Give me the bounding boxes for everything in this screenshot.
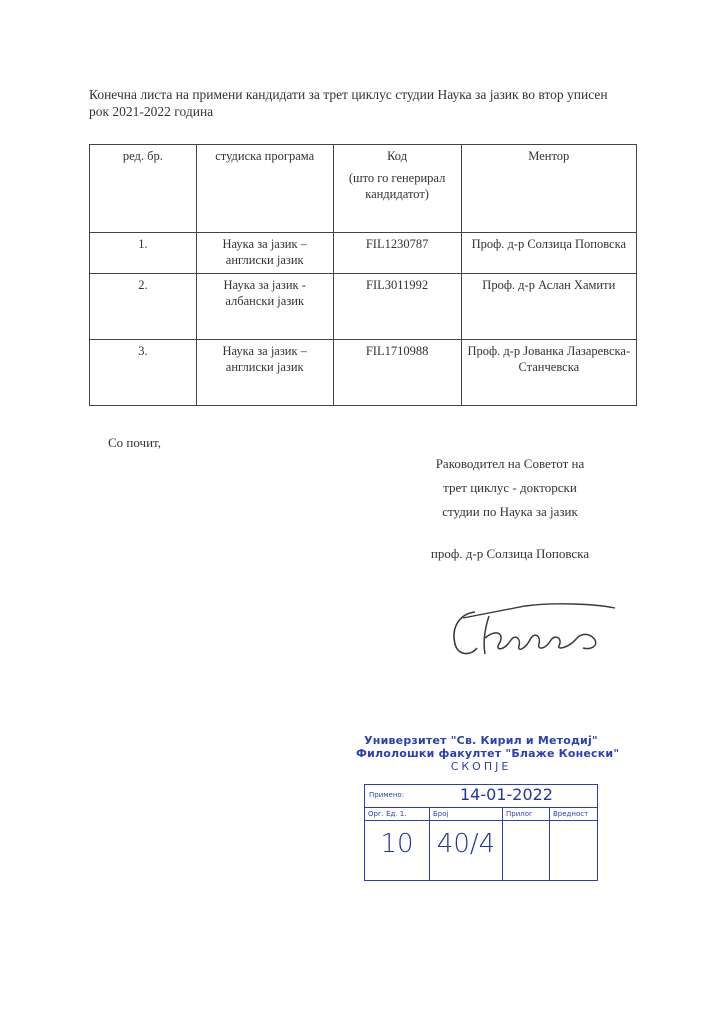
stamp-line-2: Филолошки факултет "Блаже Конески" (356, 747, 620, 760)
header-num: ред. бр. (90, 145, 197, 233)
header-code (333, 145, 461, 233)
closing-text: Со почит, (108, 435, 161, 450)
header-code-title: Код (387, 149, 408, 163)
stamp-line-1: Универзитет "Св. Кирил и Методиј" (364, 734, 598, 747)
signature-icon (445, 598, 625, 668)
stamp-org-cell (365, 808, 430, 880)
table-header-row (90, 145, 637, 233)
registry-stamp (356, 734, 620, 884)
row-program: Наука за јазик – англиски јазик (196, 340, 333, 406)
table-row (90, 340, 637, 406)
row-code: FIL1230787 (333, 233, 461, 274)
header-program: студиска програма (196, 145, 333, 233)
stamp-value-cell (550, 808, 597, 880)
row-program: Наука за јазик – англиски јазик (196, 233, 333, 274)
signatory-name: проф. д-р Солзица Поповска (430, 546, 590, 561)
table-row (90, 233, 637, 274)
stamp-number-cell (430, 808, 503, 880)
row-program: Наука за јазик - албански јазик (196, 274, 333, 340)
signature-line-1: Раководител на Советот на (435, 456, 585, 471)
stamp-value-label: Вредност (550, 808, 597, 821)
signature-line-3: студии по Наука за јазик (442, 504, 578, 519)
stamp-date: 14-01-2022 (460, 785, 553, 804)
row-num: 1. (90, 233, 197, 274)
table-row (90, 274, 637, 340)
row-code: FIL1710988 (333, 340, 461, 406)
candidates-table (89, 144, 637, 406)
stamp-number-value: 40/4 (436, 829, 496, 859)
row-num: 3. (90, 340, 197, 406)
signature-line-2: трет циклус - докторски (443, 480, 577, 495)
stamp-received-label: Примено: (369, 791, 405, 799)
stamp-number-label: Број (430, 808, 502, 821)
row-mentor: Проф. д-р Јованка Лазаревска-Станчевска (461, 340, 636, 406)
stamp-org-label: Орг. Ед. 1. (365, 808, 429, 821)
stamp-received-row (365, 785, 597, 808)
header-mentor: Ментор (461, 145, 636, 233)
document-title: Конечна листа на примени кандидати за трет циклус студии Наука за јазик во втор уписен рок 2021-2022 година (89, 87, 608, 119)
row-mentor: Проф. д-р Аслан Хамити (461, 274, 636, 340)
stamp-fields-row (365, 808, 597, 880)
row-mentor: Проф. д-р Солзица Поповска (461, 233, 636, 274)
signature-block (400, 452, 620, 566)
row-code: FIL3011992 (333, 274, 461, 340)
stamp-attachment-label: Прилог (503, 808, 549, 821)
row-num: 2. (90, 274, 197, 340)
stamp-attachment-cell (503, 808, 550, 880)
stamp-org-value: 10 (380, 829, 414, 859)
stamp-box (364, 784, 598, 881)
stamp-line-3: СКОПЈЕ (450, 760, 512, 773)
header-code-note: (што го генерирал кандидатот) (348, 171, 446, 201)
